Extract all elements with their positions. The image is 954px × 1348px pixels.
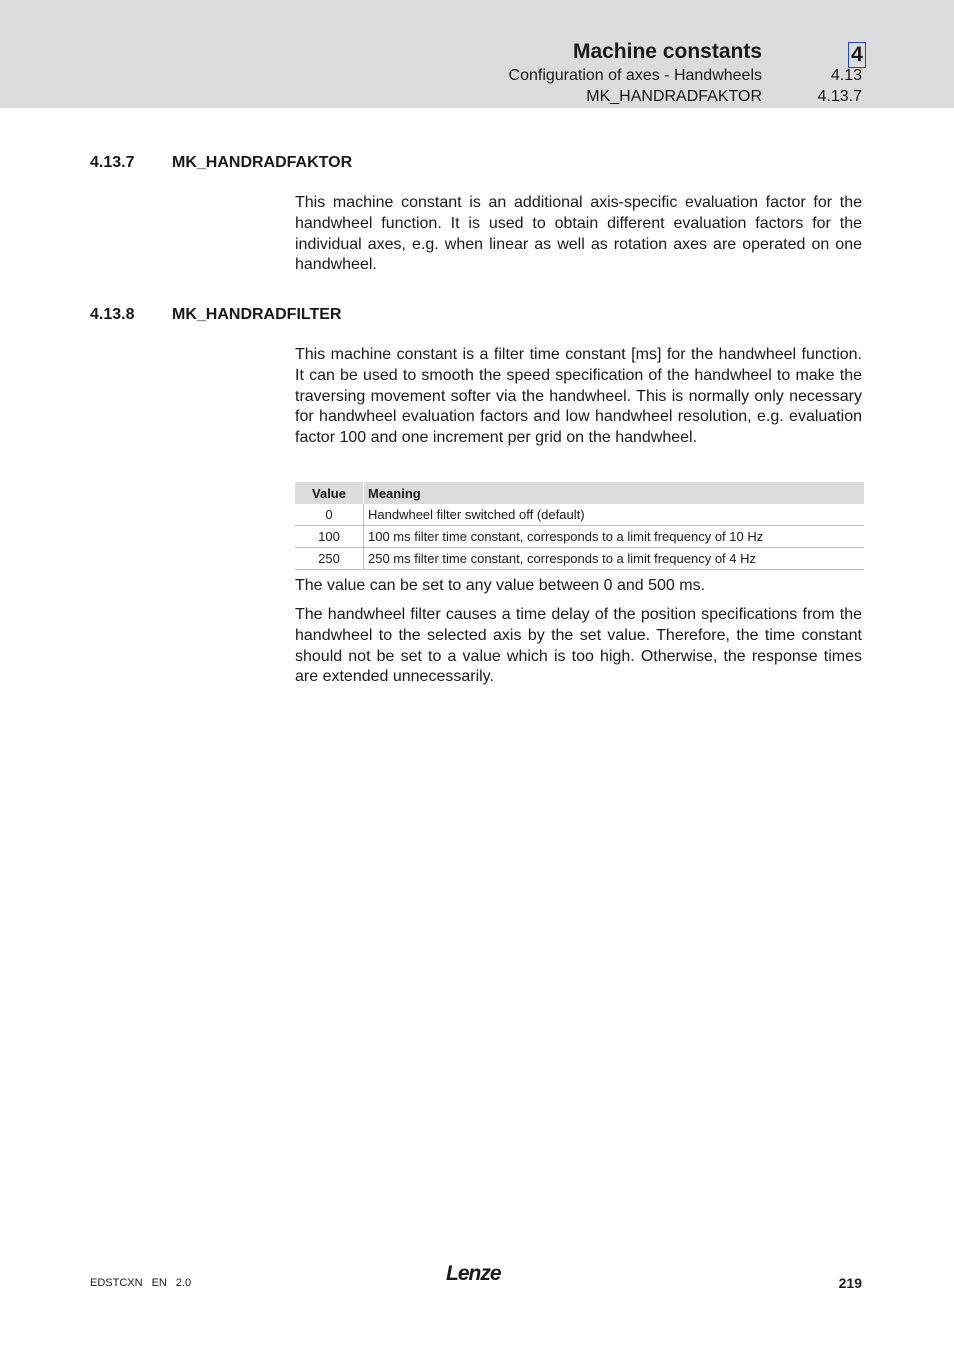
- section-title: Configuration of axes - Handwheels: [508, 67, 762, 84]
- lenze-logo: Lenze: [446, 1262, 501, 1285]
- doc-code: EDSTCXN: [90, 1277, 143, 1289]
- document-id: [90, 1277, 200, 1289]
- page-number: 219: [838, 1275, 862, 1291]
- table-row: [295, 526, 864, 548]
- paragraph: This machine constant is a filter time constant [ms] for the handwheel function. It can be used to smooth the speed specification of the handwheel to make the traversing movement softer via the handwheel. This is normally only necessary for handwheel evaluation factors and low handwheel resolution, e.g. evaluation factor 100 and one increment per grid on the handwheel.: [295, 346, 862, 447]
- table-row: [295, 504, 864, 526]
- column-header-value: Value: [295, 482, 364, 504]
- chapter-title: Machine constants: [572, 40, 762, 63]
- column-header-meaning: Meaning: [364, 482, 865, 504]
- heading-handradfaktor: [90, 154, 352, 172]
- cell-value: 100: [295, 526, 364, 548]
- table-header-row: [295, 482, 864, 504]
- heading-number: 4.13.7: [90, 154, 135, 171]
- cell-meaning: 250 ms filter time constant, corresponds to a limit frequency of 4 Hz: [364, 548, 865, 570]
- subsection-number: 4.13.7: [817, 88, 862, 105]
- cell-value: 0: [295, 504, 364, 526]
- heading-text: MK_HANDRADFILTER: [172, 306, 342, 323]
- cell-meaning: Handwheel filter switched off (default): [364, 504, 865, 526]
- paragraph: This machine constant is an additional axis-specific evaluation factor for the handwheel function. It is used to obtain different evaluation factors for the individual axes, e.g. when linear as well as rotation axes are operated on one handwheel.: [295, 194, 862, 274]
- heading-handradfilter: [90, 306, 341, 324]
- paragraph: The handwheel filter causes a time delay of the position specifications from the handwheel to the selected axis by the set value. Therefore, the time constant should not be set to a value which is too high. Otherwise, the response times are extended unnecessarily.: [295, 606, 862, 686]
- heading-number: 4.13.8: [90, 306, 135, 323]
- paragraph: The value can be set to any value between 0 and 500 ms.: [295, 577, 706, 594]
- table-row: [295, 548, 864, 570]
- doc-version: 2.0: [175, 1277, 192, 1289]
- value-table: [295, 482, 864, 570]
- section-number: 4.13: [830, 67, 862, 84]
- chapter-number-link[interactable]: 4: [848, 42, 866, 68]
- heading-text: MK_HANDRADFAKTOR: [172, 154, 353, 171]
- cell-value: 250: [295, 548, 364, 570]
- page-header: [0, 0, 954, 108]
- subsection-title: MK_HANDRADFAKTOR: [586, 88, 762, 105]
- cell-meaning: 100 ms filter time constant, corresponds to a limit frequency of 10 Hz: [364, 526, 865, 548]
- doc-language: EN: [151, 1277, 167, 1289]
